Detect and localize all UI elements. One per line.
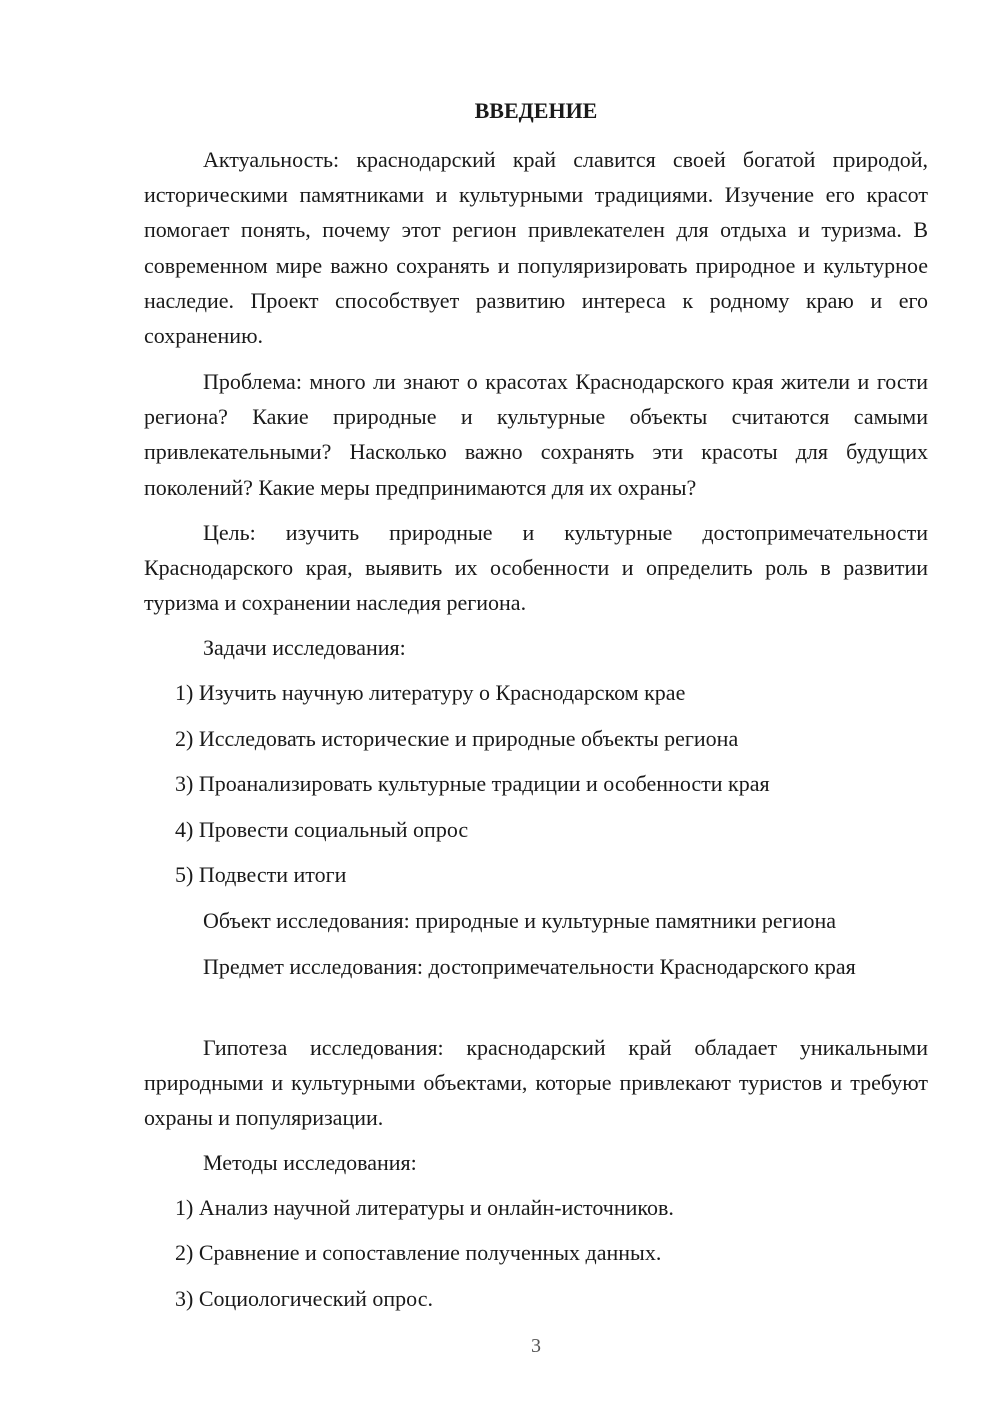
tasks-title: Задачи исследования: [203, 635, 406, 660]
method-item-3: 3) Социологический опрос. [175, 1286, 433, 1311]
methods-title: Методы исследования: [203, 1150, 417, 1175]
subject-paragraph: Предмет исследования: достопримечательности Краснодарского края [203, 954, 856, 979]
task-item-1: 1) Изучить научную литературу о Краснодарском крае [175, 680, 686, 705]
problem-paragraph: Проблема: много ли знают о красотах Краснодарского края жители и гости региона? Какие природные и культурные объекты считаются самыми привлекательными? Насколько важно сохранять эти красоты для будущих поколений? Какие меры предпринимаются для их охраны? [144, 369, 928, 500]
page-number: 3 [531, 1335, 541, 1357]
task-item-5: 5) Подвести итоги [175, 862, 347, 887]
object-line: Объект исследования: природные и культурные памятники региона [203, 908, 837, 933]
task-item-3: 3) Проанализировать культурные традиции и особенности края [175, 771, 770, 796]
method-item-1: 1) Анализ научной литературы и онлайн-источников. [175, 1195, 674, 1220]
relevance-paragraph: Актуальность: краснодарский край славится своей богатой природой, историческими памятниками и культурными традициями. Изучение его красот помогает понять, почему этот регион привлекателен для отдыха и туризма. В современном мире важно сохранять и популяризировать природное и культурное наследие. Проект способствует развитию интереса к родному краю и его сохранению. [144, 147, 928, 349]
page-title: ВВЕДЕНИЕ [474, 98, 598, 123]
document-page [144, 0, 928, 1414]
hypothesis-paragraph: Гипотеза исследования: краснодарский край обладает уникальными природными и культурными объектами, которые привлекают туристов и требуют охраны и популяризации. [144, 1035, 928, 1131]
goal-paragraph: Цель: изучить природные и культурные достопримечательности Краснодарского края, выявить их особенности и определить роль в развитии туризма и сохранении наследия региона. [144, 520, 928, 616]
task-item-4: 4) Провести социальный опрос [175, 817, 469, 842]
task-item-2: 2) Исследовать исторические и природные объекты региона [175, 726, 739, 751]
method-item-2: 2) Сравнение и сопоставление полученных данных. [175, 1240, 662, 1265]
